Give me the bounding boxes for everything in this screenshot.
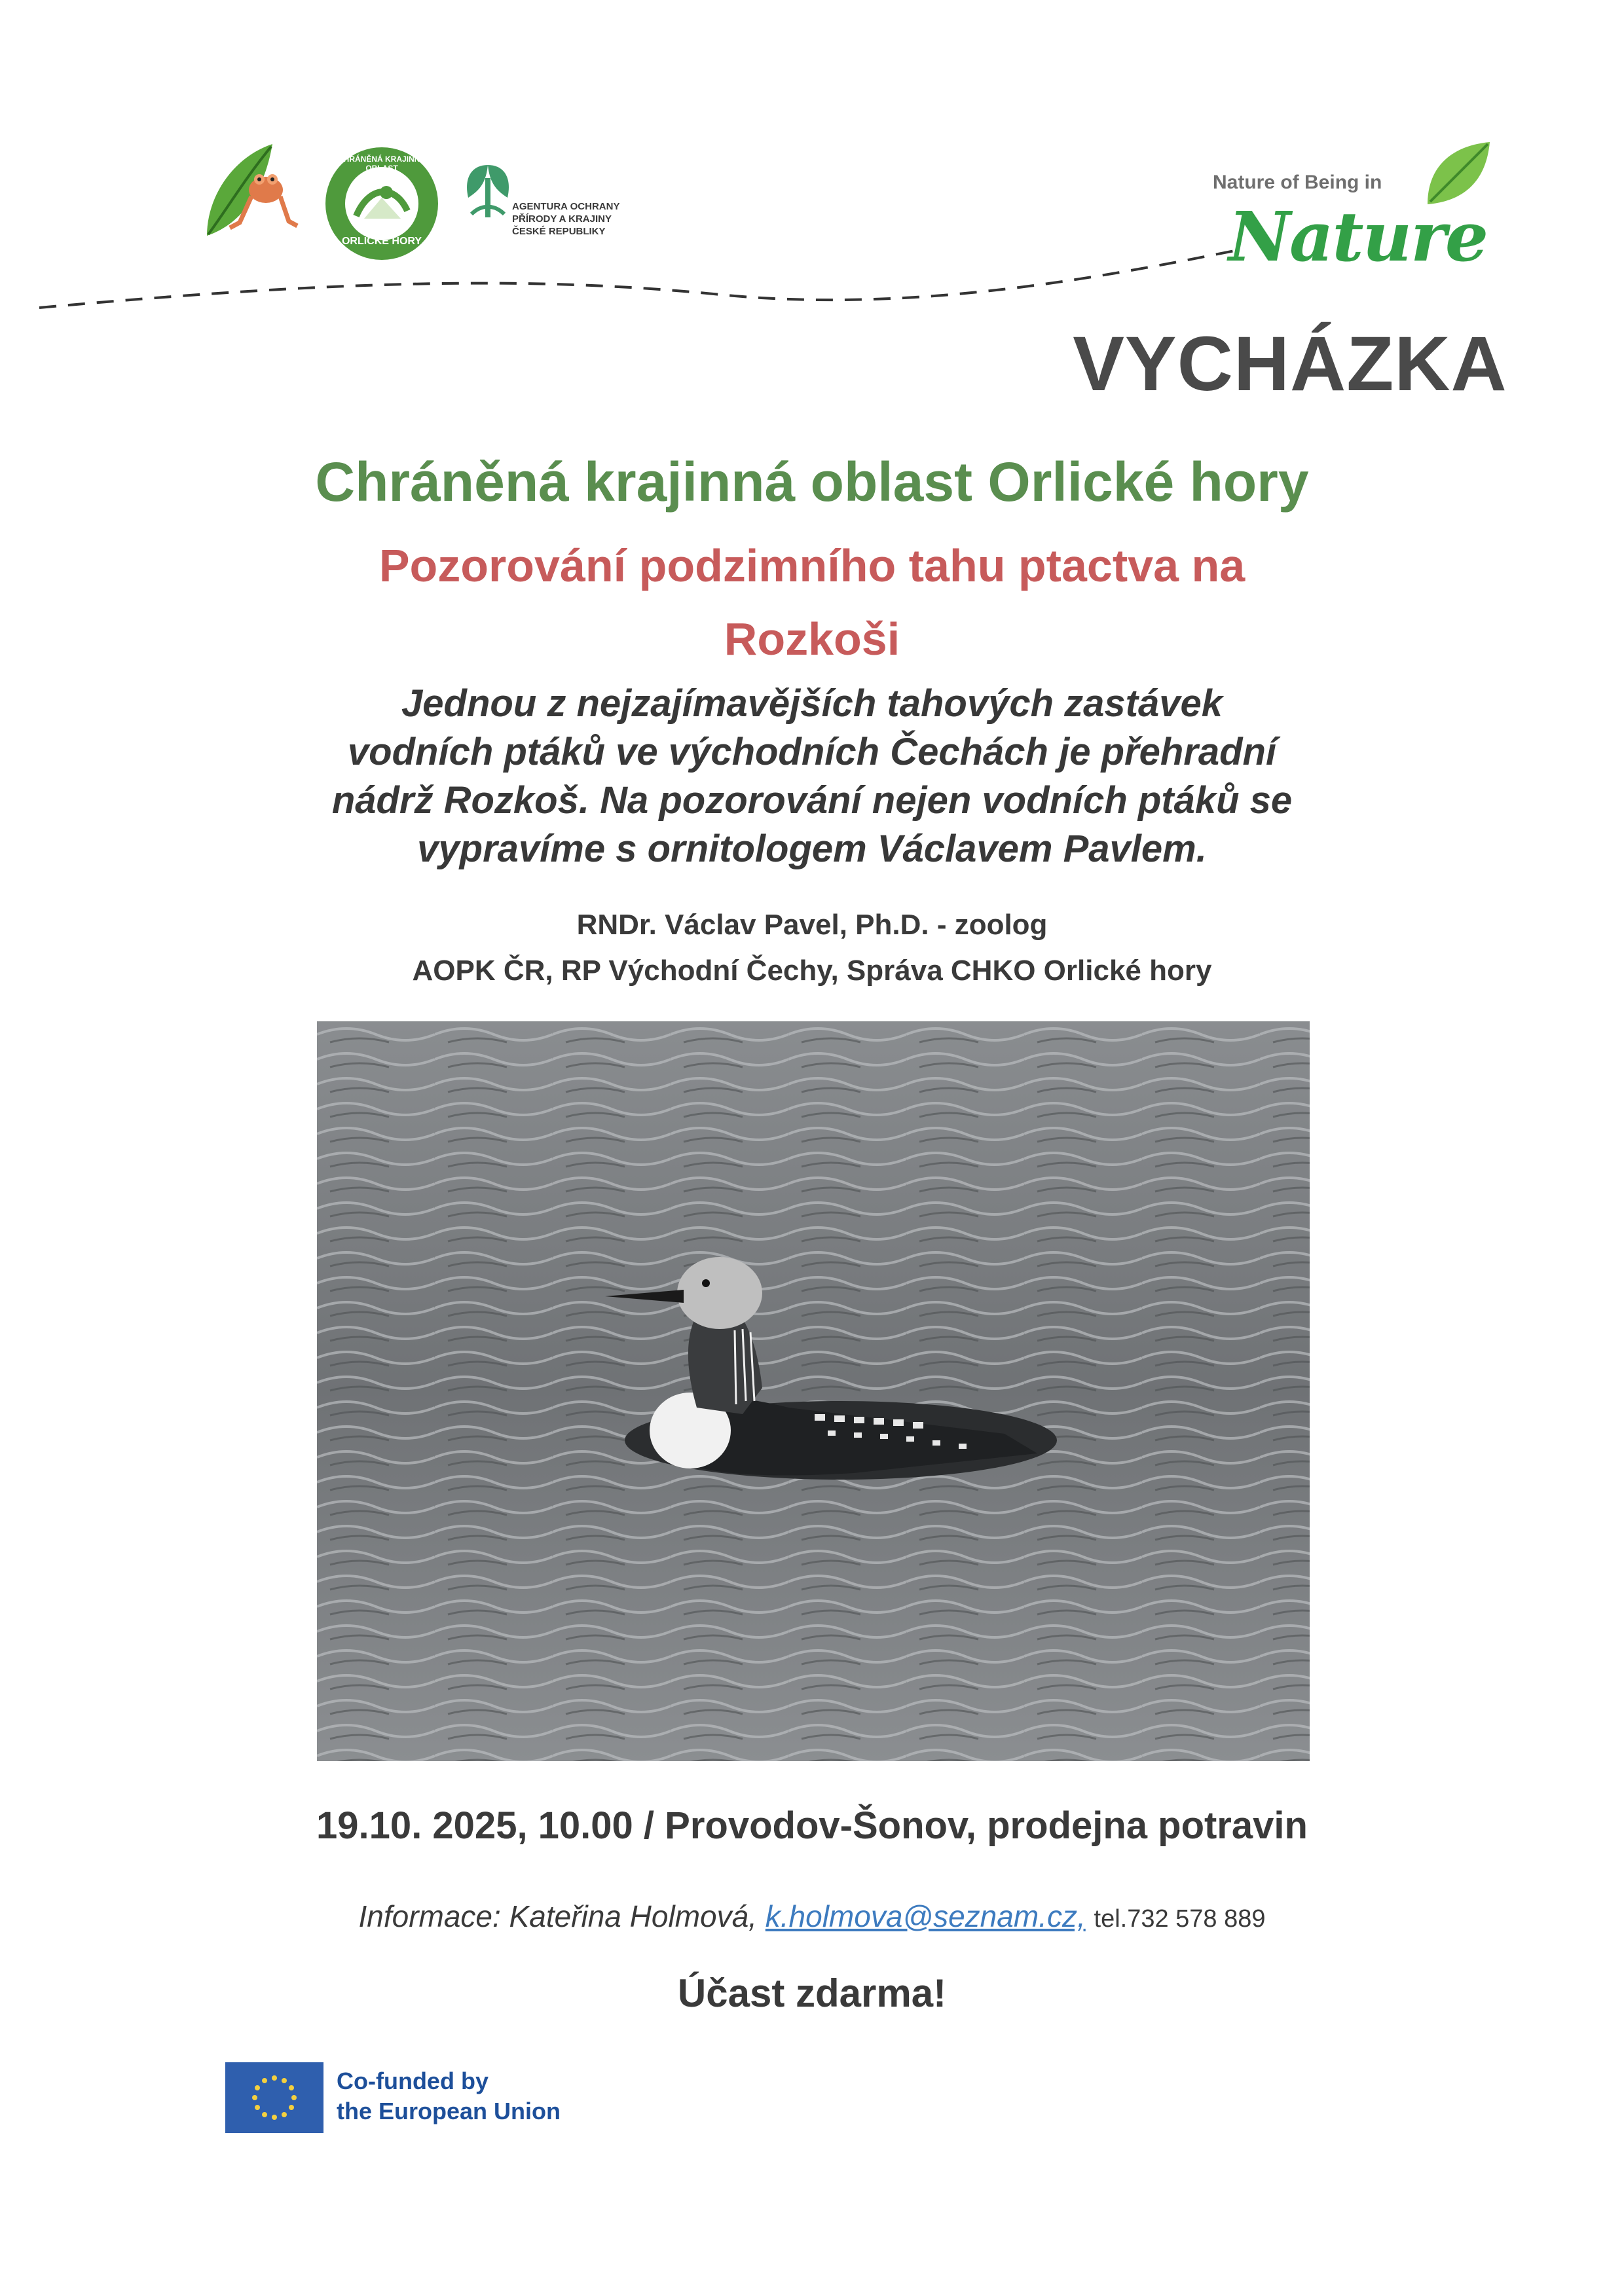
contact-email-link[interactable]: k.holmova@seznam.cz,	[765, 1899, 1086, 1933]
nature-logo-big-text: Nature	[1228, 196, 1488, 277]
eu-flag-icon	[225, 2062, 323, 2133]
contact-phone: tel.732 578 889	[1094, 1905, 1266, 1933]
aopk-logo-text: AGENTURA OCHRANY PŘÍRODY A KRAJINY ČESKÉ REPUBLIKY	[512, 201, 620, 237]
loon-photo	[317, 1021, 1310, 1761]
chko-logo-text-top: CHRÁNĚNÁ KRAJINNÁ OBLAST	[337, 155, 426, 173]
contact-label: Informace: Kateřina Holmová,	[358, 1899, 757, 1933]
nature-logo-small-text: Nature of Being in	[1213, 172, 1382, 193]
eu-cofunded-text: Co-funded by the European Union	[337, 2068, 561, 2124]
leaf-icon	[1421, 139, 1493, 211]
aopk-leaf-icon	[458, 152, 517, 224]
speaker-info: RNDr. Václav Pavel, Ph.D. - zoolog AOPK ČR, RP Východní Čechy, Správa CHKO Orlické hory	[412, 909, 1212, 987]
page-title: VYCHÁZKA	[1073, 321, 1507, 407]
event-title: Pozorování podzimního tahu ptactva na Rozkoši	[378, 540, 1246, 665]
contact-info	[196, 1899, 1428, 1934]
chko-logo-text-bottom: ORLICKÉ HORY	[341, 236, 422, 247]
free-admission: Účast zdarma!	[677, 1971, 947, 2015]
event-datetime-location: 19.10. 2025, 10.00 / Provodov-Šonov, prodejna potravin	[316, 1804, 1308, 1847]
dashed-path-decoration	[0, 216, 1624, 334]
event-area-title: Chráněná krajinná oblast Orlické hory	[315, 451, 1309, 513]
event-description: Jednou z nejzajímavějších tahových zastávek vodních ptáků ve východních Čechách je přehradní nádrž Rozkoš. Na pozorování nejen vodních ptáků se vypravíme s ornitologem Václavem Pavlem.	[331, 682, 1293, 870]
